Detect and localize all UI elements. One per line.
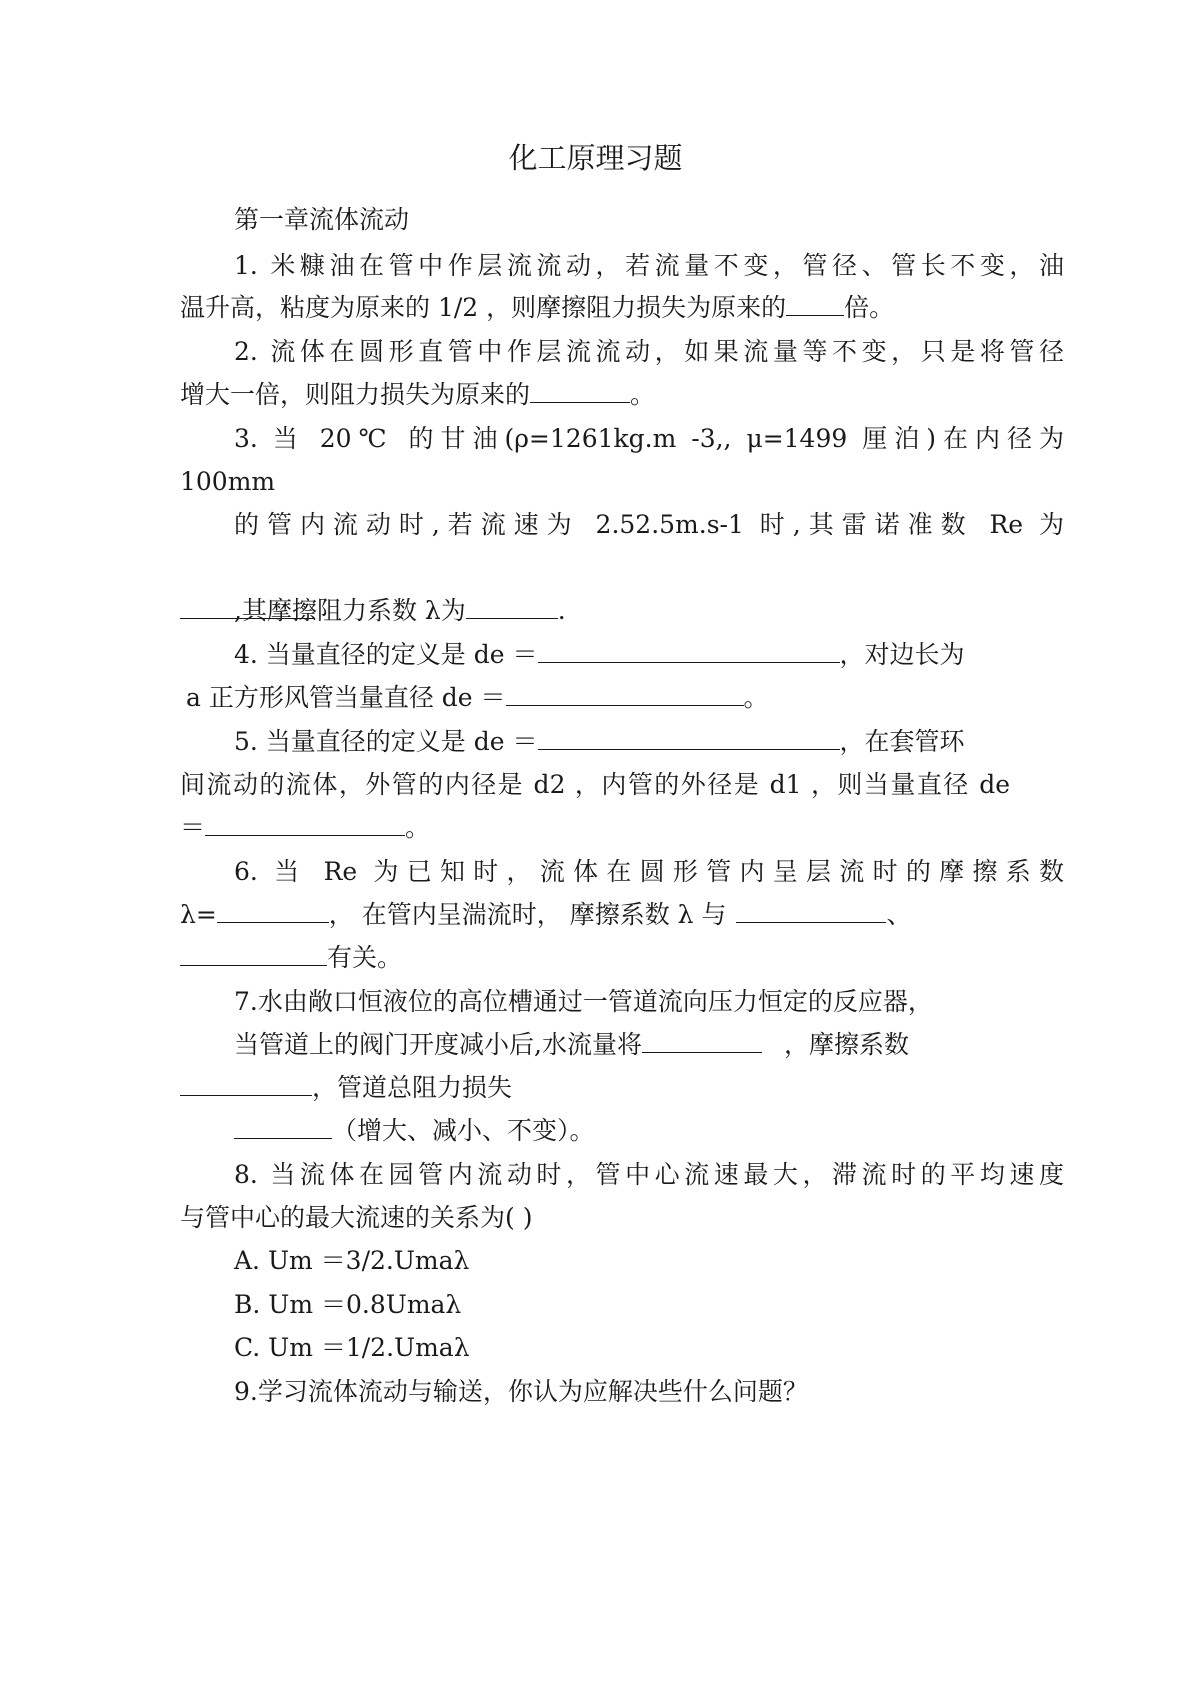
q2-line1: 2. 流体在圆形直管中作层流流动，如果流量等不变，只是将管径 <box>234 337 1064 366</box>
q5-line1 <box>234 725 1064 759</box>
answer-blank[interactable] <box>538 638 840 663</box>
q4-text: 4. 当量直径的定义是 de ＝ <box>234 640 538 669</box>
answer-blank[interactable] <box>530 378 630 403</box>
q4-text-mid: ，对边长为 <box>839 640 965 669</box>
q6-text: λ= <box>180 900 217 929</box>
answer-blank[interactable] <box>217 898 329 923</box>
q6-text-end: 有关。 <box>327 943 403 972</box>
q5-text-eq: ＝ <box>180 813 206 842</box>
q5-text-end: 。 <box>405 813 431 842</box>
answer-blank[interactable] <box>506 681 744 706</box>
document-title: 化工原理习题 <box>508 141 683 175</box>
answer-blank[interactable] <box>736 898 886 923</box>
answer-blank[interactable] <box>180 1071 312 1096</box>
q4-text-end: 。 <box>743 683 769 712</box>
q4-text-2: a 正方形风管当量直径 de ＝ <box>186 683 506 712</box>
q3-line4 <box>234 594 1064 628</box>
q6-text-sep: 、 <box>886 900 912 929</box>
q4-line2 <box>186 681 1016 715</box>
q7-line1: 7.水由敞口恒液位的高位槽通过一管道流向压力恒定的反应器， <box>234 987 933 1016</box>
answer-blank[interactable] <box>642 1028 762 1053</box>
q8-line1: 8. 当流体在园管内流动时，管中心流速最大，滞流时的平均速度 <box>234 1160 1064 1189</box>
q2-text: 增大一倍，则阻力损失为原来的 <box>180 380 531 409</box>
q3-text: ,其摩擦阻力系数 λ为 <box>234 596 466 625</box>
q6-line3 <box>180 941 1010 975</box>
q5-text-mid: ，在套管环 <box>839 727 965 756</box>
q1-text: 温升高，粘度为原来的 1/2 ，则摩擦阻力损失为原来的 <box>180 293 787 322</box>
q7-text-mid: ，摩擦系数 <box>783 1030 909 1059</box>
q7-line3 <box>180 1071 1010 1105</box>
q3-text-end: . <box>557 596 566 625</box>
q1-text-end: 倍。 <box>844 293 895 322</box>
answer-blank[interactable] <box>205 811 405 836</box>
q8-option-c[interactable]: C. Um ＝1/2.Umaλ <box>234 1333 470 1362</box>
answer-blank[interactable] <box>234 1114 332 1139</box>
q7-text-2: ，管道总阻力损失 <box>312 1073 513 1102</box>
q8-option-a[interactable]: A. Um ＝3/2.Umaλ <box>234 1246 470 1275</box>
q6-line2 <box>180 898 1010 932</box>
q5-line3 <box>180 811 1010 845</box>
q8-line2: 与管中心的最大流速的关系为( ) <box>180 1203 533 1232</box>
q8-option-b[interactable]: B. Um ＝0.8Umaλ <box>234 1290 462 1319</box>
q7-line4 <box>234 1114 1064 1148</box>
q7-text-end: （增大、减小、不变）。 <box>332 1116 595 1145</box>
q2-line2 <box>180 378 1010 412</box>
q6-text-mid: ， 在管内呈湍流时， 摩擦系数 λ 与 <box>328 900 727 929</box>
q5-text: 5. 当量直径的定义是 de ＝ <box>234 727 538 756</box>
q6-line1: 6. 当 Re 为已知时，流体在圆形管内呈层流时的摩擦系数 <box>234 857 1064 886</box>
q3-line3: 的管内流动时,若流速为 2.52.5m.s-1 时,其雷诺准数 Re 为 <box>234 510 1064 539</box>
q1-line2 <box>180 291 1010 325</box>
q7-text: 当管道上的阀门开度减小后,水流量将 <box>234 1030 642 1059</box>
q5-line2: 间流动的流体，外管的内径是 d2 ，内管的外径是 d1 ，则当量直径 de <box>180 770 1010 799</box>
answer-blank[interactable] <box>786 291 844 316</box>
q9-line1: 9.学习流体流动与输送，你认为应解决些什么问题？ <box>234 1377 808 1406</box>
chapter-heading: 第一章流体流动 <box>234 205 410 234</box>
q1-line1: 1. 米糠油在管中作层流流动，若流量不变，管径、管长不变，油 <box>234 251 1064 280</box>
q2-text-end: 。 <box>630 380 656 409</box>
q4-line1 <box>234 638 1064 672</box>
answer-blank[interactable] <box>466 594 558 619</box>
q3-line2: 100mm <box>180 467 276 496</box>
q7-line2 <box>234 1028 1064 1062</box>
q3-line1: 3. 当 20℃ 的甘油(ρ=1261kg.m -3,, μ=1499 厘泊)在内径为 <box>234 424 1064 453</box>
answer-blank[interactable] <box>538 725 840 750</box>
answer-blank[interactable] <box>180 941 327 966</box>
